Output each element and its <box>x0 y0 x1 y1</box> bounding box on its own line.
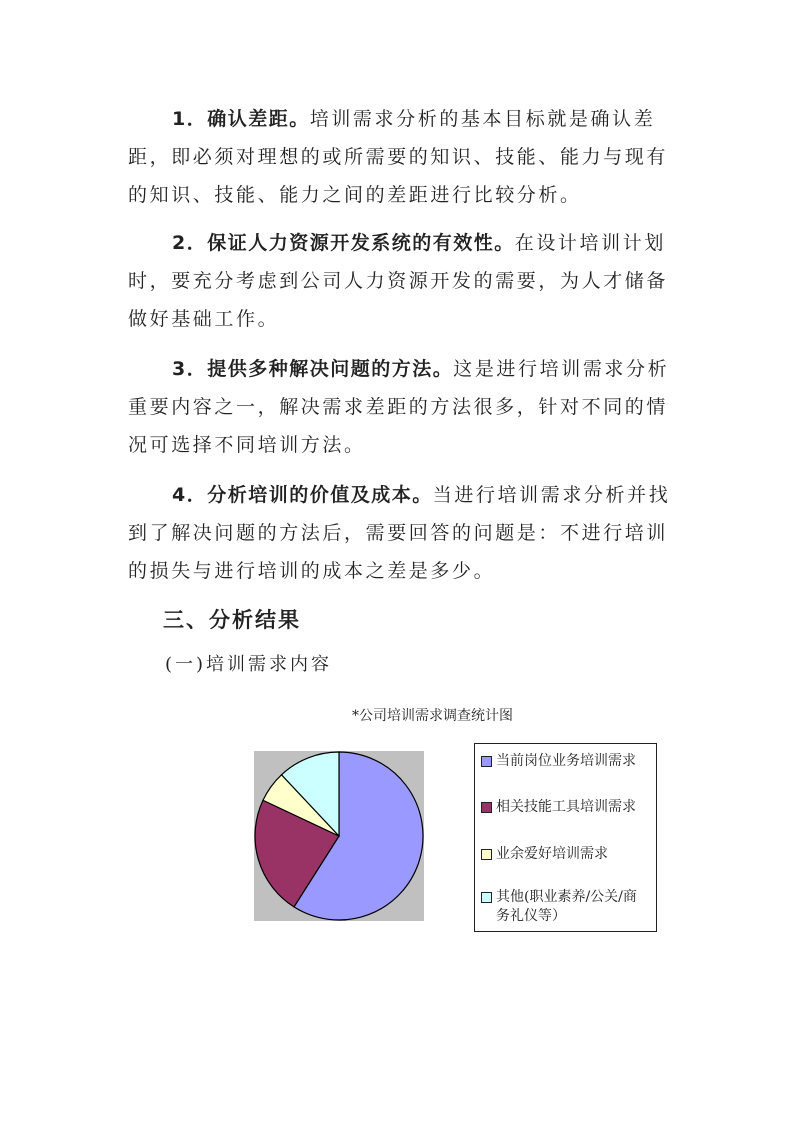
subsection-heading: (一)培训需求内容 <box>165 654 333 675</box>
legend-item <box>481 888 646 926</box>
paragraph-body: 在设计培训计划时，要充分考虑到公司人力资源开发的需要，为人才储备做好基础工作。 <box>128 232 669 330</box>
legend-label: 当前岗位业务培训需求 <box>496 753 636 769</box>
paragraph-lead: 3．提供多种解决问题的方法。 <box>172 358 454 380</box>
paragraph-4 <box>128 476 688 590</box>
paragraph-lead: 4．分析培训的价值及成本。 <box>172 484 433 506</box>
legend-item <box>481 752 636 771</box>
legend-item <box>481 798 636 817</box>
paragraph-1 <box>128 100 688 214</box>
legend-swatch <box>481 892 492 903</box>
legend-item <box>481 845 608 864</box>
paragraph-body: 这是进行培训需求分析重要内容之一，解决需求差距的方法很多，针对不同的情况可选择不同培训方法。 <box>128 358 670 456</box>
paragraph-lead: 2．保证人力资源开发系统的有效性。 <box>172 232 515 254</box>
section-heading: 三、分析结果 <box>163 608 301 632</box>
legend-label: 相关技能工具培训需求 <box>496 799 636 815</box>
paragraph-lead: 1．确认差距。 <box>172 108 310 130</box>
chart-title: *公司培训需求调查统计图 <box>352 708 513 724</box>
pie-chart <box>254 751 424 921</box>
legend-swatch <box>481 756 492 767</box>
paragraph-body: 当进行培训需求分析并找到了解决问题的方法后，需要回答的问题是：不进行培训的损失与进行培训的成本之差是多少。 <box>128 484 671 582</box>
chart-legend <box>474 743 657 932</box>
legend-swatch <box>481 802 492 813</box>
paragraph-2 <box>128 224 688 338</box>
paragraph-body: 培训需求分析的基本目标就是确认差距，即必须对理想的或所需要的知识、技能、能力与现有的知识、技能、能力之间的差距进行比较分析。 <box>128 108 669 206</box>
paragraph-3 <box>128 350 688 464</box>
pie-chart-svg <box>254 751 424 921</box>
legend-label: 其他(职业素养/公关/商务礼仪等） <box>496 889 637 924</box>
legend-label: 业余爱好培训需求 <box>496 846 608 862</box>
legend-swatch <box>481 849 492 860</box>
